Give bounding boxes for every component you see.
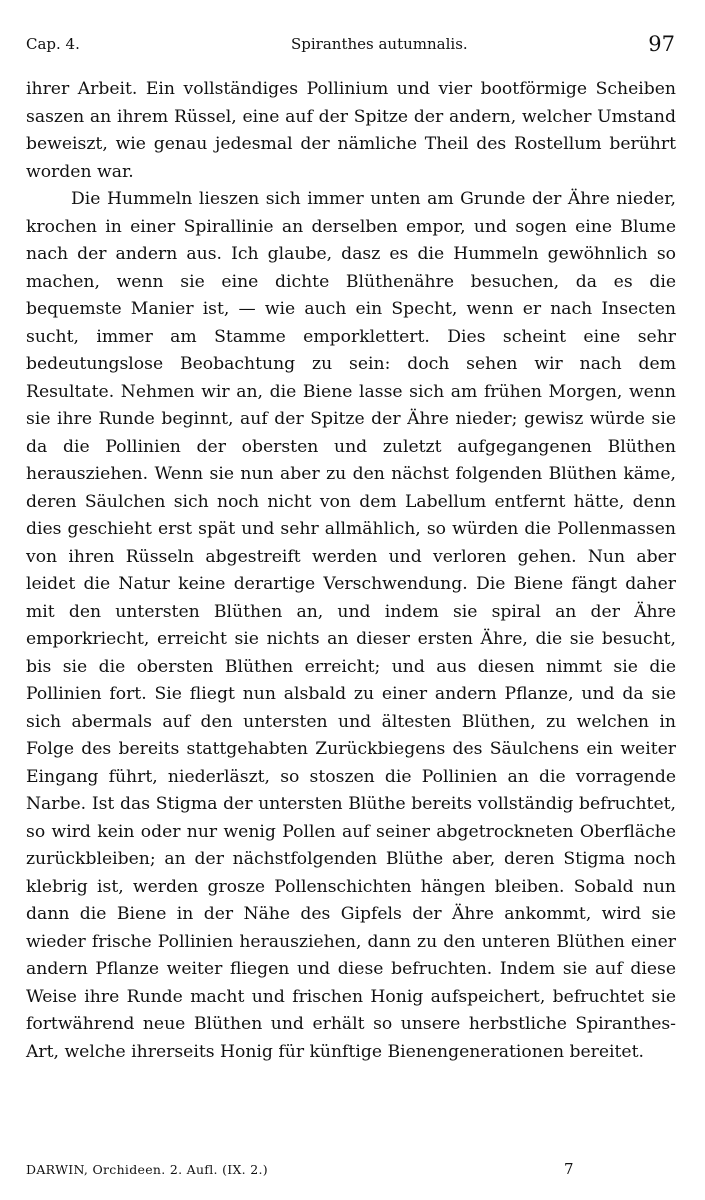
body-text [26, 76, 676, 1066]
running-header [26, 30, 675, 58]
chapter-label: Cap. 4. [26, 35, 80, 53]
printer-signature: DARWIN, Orchideen. 2. Aufl. (IX. 2.) [26, 1162, 268, 1177]
signature-number: 7 [564, 1160, 574, 1178]
page-number: 97 [648, 32, 675, 56]
paragraph-continuation: ihrer Arbeit. Ein vollständiges Pollinium und vier bootförmige Scheiben saszen an ihrem Rüssel, eine auf der Spitze der andern, welcher Umstand beweiszt, wie genau jedesmal der nämliche Theil des Rostellum berührt worden war. [26, 79, 676, 182]
running-title: Spiranthes autumnalis. [291, 35, 468, 53]
paragraph-bumblebees: Die Hummeln lieszen sich immer unten am Grunde der Ähre nieder, krochen in einer Spirallinie an derselben empor, und sogen eine Blume nach der andern aus. Ich glaube, dasz es die Hummeln gewöhnlich so machen, wenn sie eine dichte Blüthenähre besuchen, da es die bequemste Manier ist, — wie auch ein Specht, wenn er nach Insecten sucht, immer am Stamme emporklettert. Dies scheint eine sehr bedeutungslose Beobachtung zu sein: doch sehen wir nach dem Resultate. Nehmen wir an, die Biene lasse sich am frühen Morgen, wenn sie ihre Runde beginnt, auf der Spitze der Ähre nieder; gewisz würde sie da die Pollinien der obersten und zuletzt aufgegangenen Blüthen herausziehen. Wenn sie nun aber zu den nächst folgenden Blüthen käme, deren Säulchen sich noch nicht von dem Labellum entfernt hätte, denn dies geschieht erst spät und sehr allmählich, so würden die Pollenmassen von ihren Rüsseln abgestreift werden und verloren gehen. Nun aber leidet die Natur keine derartige Verschwendung. Die Biene fängt daher mit den untersten Blüthen an, und indem sie spiral an der Ähre emporkriecht, erreicht sie nichts an dieser ersten Ähre, die sie besucht, bis sie die obersten Blüthen erreicht; und aus diesen nimmt sie die Pollinien fort. Sie fliegt nun alsbald zu einer andern Pflanze, und da sie sich abermals auf den untersten und ältesten Blüthen, zu welchen in Folge des bereits stattgehabten Zurückbiegens des Säulchens ein weiter Eingang führt, niederläszt, so stoszen die Pollinien an die vorragende Narbe. Ist das Stigma der untersten Blüthe bereits vollständig befruchtet, so wird kein oder nur wenig Pollen auf seiner abgetrockneten Oberfläche zurückbleiben; an der nächstfolgenden Blüthe aber, deren Stigma noch klebrig ist, werden grosze Pollenschichten hängen bleiben. Sobald nun dann die Biene in der Nähe des Gipfels der Ähre ankommt, wird sie wieder frische Pollinien herausziehen, dann zu den unteren Blüthen einer andern Pflanze weiter fliegen und diese befruchten. Indem sie auf diese Weise ihre Runde macht und frischen Honig aufspeichert, befruchtet sie fortwährend neue Blüthen und erhält so unsere herbstliche Spiranthes-Art, welche ihrerseits Honig für künftige Bienengenerationen bereitet. [26, 189, 676, 1062]
